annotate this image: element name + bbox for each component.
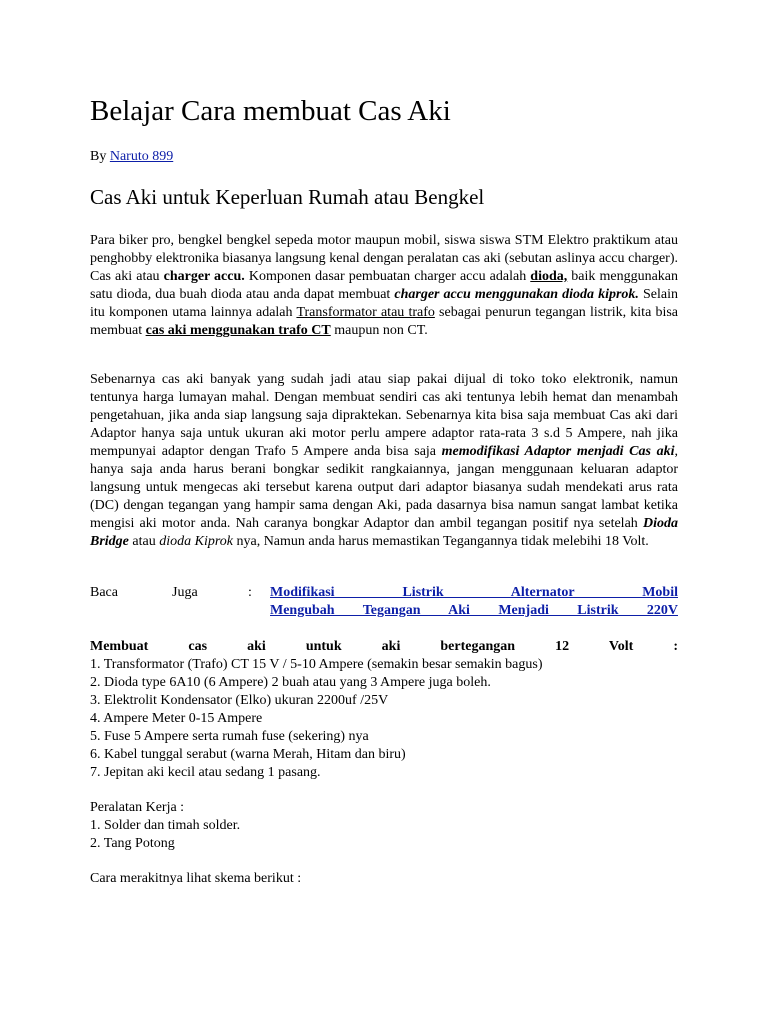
bold-term-charger-accu: charger accu. (163, 269, 245, 284)
bold-italic-term-dioda-kiprok: charger accu menggunakan dioda kiprok. (394, 287, 639, 302)
list-item: 1. Transformator (Trafo) CT 15 V / 5-10 Ampere (semakin besar semakin bagus) (90, 657, 543, 672)
closing-line (90, 870, 678, 888)
materials-heading: Membuat cas aki untuk aki bertegangan 12 Volt : (90, 639, 678, 654)
author-link[interactable]: Naruto 899 (109, 149, 174, 164)
bold-italic-term-dioda-bridge: Dioda Bridge (90, 516, 678, 549)
link-transformator[interactable]: Transformator atau trafo (296, 305, 435, 320)
text-run: maupun non CT. (330, 323, 428, 338)
related-link-mengubah-tegangan[interactable]: Mengubah Tegangan Aki Menjadi Listrik 220V (270, 603, 678, 618)
link-cas-aki-trafo-ct[interactable]: cas aki menggunakan trafo CT (145, 323, 331, 338)
list-item: 2. Dioda type 6A10 (6 Ampere) 2 buah atau yang 3 Ampere juga boleh. (90, 675, 491, 690)
baca-colon: : (248, 585, 252, 600)
text-run: baik menggunakan satu dioda, dua buah dioda atau anda dapat membuat (90, 269, 679, 302)
text-run: nya, Namun anda harus memastikan Tegangannya tidak melebihi 18 Volt. (232, 534, 649, 549)
closing-text: Cara merakitnya lihat skema berikut : (90, 871, 302, 886)
list-item: 3. Elektrolit Kondensator (Elko) ukuran 2200uf /25V (90, 693, 389, 708)
byline-prefix: By (90, 149, 110, 164)
materials-list (90, 638, 678, 782)
text-run: sebagai penurun tegangan listrik, kita bisa membuat (90, 305, 679, 338)
list-item: 2. Tang Potong (90, 836, 175, 851)
related-link-group (270, 584, 678, 620)
text-run: , hanya saja anda harus berani bongkar sedikit rangkaiannya, jangan menggunaan keluaran adaptor langsung untuk mengecas aki tersebut karena output dari adaptor biasanya sudah mendekati arus rata (DC) dengan tegangan yang hampir sama dengan Aki, pada dasarnya bisa namun sangat lambat ketika mengisi aki motor anda. Nah caranya bongkar Adaptor dan ambil tegangan positif nya setelah (90, 444, 678, 531)
text-run: Para biker pro, bengkel bengkel sepeda motor maupun mobil, siswa siswa STM Elektro praktikum atau penghobby elektronika biasanya langsung kenal dengan peralatan cas aki (sebutan aslinya accu charger). Cas aki atau (90, 233, 678, 284)
related-link-modifikasi-listrik[interactable]: Modifikasi Listrik Alternator Mobil (270, 585, 678, 600)
list-item: 6. Kabel tunggal serabut (warna Merah, Hitam dan biru) (90, 747, 406, 762)
byline (90, 148, 678, 166)
link-dioda[interactable]: dioda, (530, 269, 568, 284)
baca-label: Baca (90, 585, 118, 600)
text-run: Sebenarnya cas aki banyak yang sudah jadi atau siap pakai dijual di toko toko elektronik, namun tentunya harga lumayan mahal. Dengan membuat sendiri cas aki tentunya lebih hemat dan menambah pengetahuan, jika anda siap langsung saja dipraktekan. Sebenarnya kita bisa saja membuat Cas aki dari Adaptor hanya saja untuk ukuran aki motor perlu ampere adaptor rata-rata 3 s.d 5 Ampere, nah jika mempunyai adaptor dengan Trafo 5 Ampere anda bisa saja (90, 372, 678, 459)
paragraph-adaptor (90, 371, 678, 551)
list-item: 5. Fuse 5 Ampere serta rumah fuse (sekering) nya (90, 729, 369, 744)
page-title: Belajar Cara membuat Cas Aki (90, 95, 451, 127)
italic-term-dioda-kiprok: dioda Kiprok (159, 534, 233, 549)
list-item: 1. Solder dan timah solder. (90, 818, 241, 833)
paragraph-intro (90, 232, 678, 340)
text-run: Selain itu komponen utama lainnya adalah (90, 287, 678, 320)
juga-label: Juga (172, 585, 198, 600)
list-item: 4. Ampere Meter 0-15 Ampere (90, 711, 263, 726)
text-run: atau (128, 534, 160, 549)
list-item: 7. Jepitan aki kecil atau sedang 1 pasang. (90, 765, 321, 780)
bold-italic-term-modifikasi-adaptor: memodifikasi Adaptor menjadi Cas aki (441, 444, 675, 459)
section-subtitle: Cas Aki untuk Keperluan Rumah atau Bengkel (90, 185, 485, 209)
tools-heading: Peralatan Kerja : (90, 800, 185, 815)
text-run: Komponen dasar pembuatan charger accu adalah (244, 269, 531, 284)
tools-list (90, 799, 678, 853)
